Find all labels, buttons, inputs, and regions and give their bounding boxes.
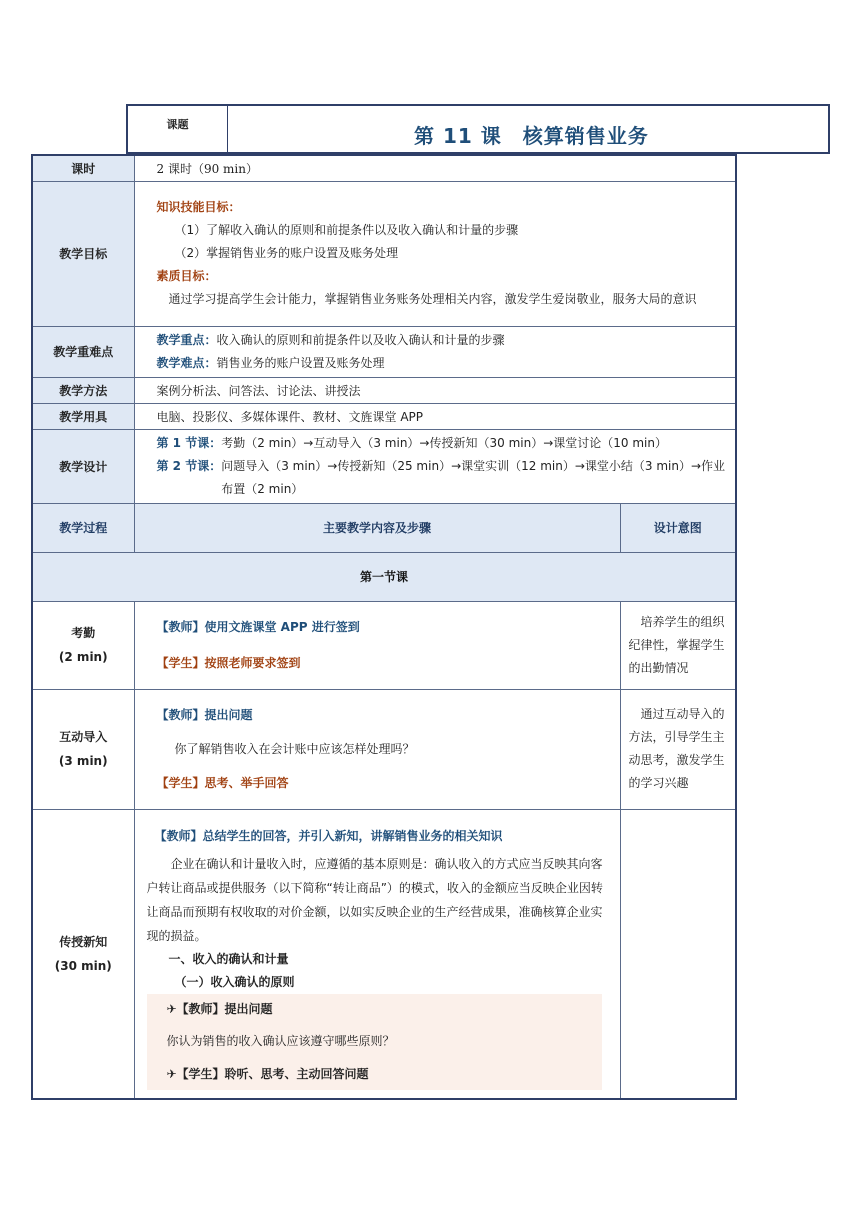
lesson2-title: 第 2 节课： [156,458,222,473]
lesson1-text: 考勤（2 min）→互动导入（3 min）→传授新知（30 min）→课堂讨论（10 min） [221,435,667,450]
objectives-content [134,181,736,326]
teach-heading-2: （一）收入确认的原则 [174,974,295,989]
intro-intent: 通过互动导入的方法，引导学生主动思考，激发学生的学习兴趣 [620,689,736,809]
intro-content [134,689,620,809]
row-design [32,429,736,503]
attendance-student: 【学生】按照老师要求签到 [156,656,301,670]
process-col-content: 主要教学内容及步骤 [134,503,620,552]
lesson-plan-table [31,154,737,1100]
knowledge-item-1: （1）了解收入确认的原则和前提条件以及收入确认和计量的步骤 [174,223,519,237]
row-methods [32,377,736,403]
teach-teacher: 【教师】总结学生的回答，并引入新知，讲解销售业务的相关知识 [154,828,503,843]
row-tools [32,403,736,429]
tools-label: 教学用具 [32,403,134,429]
topic-label: 课题 [126,104,228,154]
intro-time: (3 min) [58,754,108,768]
intro-label-cell [32,689,134,809]
focus-text: 收入确认的原则和前提条件以及收入确认和计量的步骤 [216,332,505,347]
class-hours-value: 2 课时（90 min） [134,155,736,181]
step-intro [32,689,736,809]
row-objectives [32,181,736,326]
focus-title: 教学重点： [156,332,217,347]
lesson-title: 第 11 课 核算销售业务 [227,104,830,154]
box-student: ✈【学生】聆听、思考、主动回答问题 [166,1066,369,1081]
teach-activity-box [147,994,602,1090]
key-points-content [134,326,736,377]
teach-paragraph: 企业在确认和计量收入时，应遵循的基本原则是：确认收入的方式应当反映其向客户转让商品或提供服务（以下简称“转让商品”）的模式，收入的金额应当反映企业因转让商品而预期有权收取的对价金额，以如实反映企业的生产经营成果，准确核算企业实现的损益。 [146,856,603,943]
section-row [32,552,736,601]
methods-value: 案例分析法、问答法、讨论法、讲授法 [134,377,736,403]
quality-title: 素质目标： [156,269,217,283]
teach-content [134,809,620,1099]
intro-question: 你了解销售收入在会计账中应该怎样处理吗？ [174,742,415,756]
difficulty-title: 教学难点： [156,355,217,370]
class-hours-label: 课时 [32,155,134,181]
teach-intent [620,809,736,1099]
key-points-label: 教学重难点 [32,326,134,377]
attendance-label: 考勤 [71,626,96,640]
attendance-label-cell [32,601,134,689]
intro-student: 【学生】思考、举手回答 [156,776,289,790]
design-content [134,429,736,503]
attendance-time: (2 min) [58,650,108,664]
tools-value: 电脑、投影仪、多媒体课件、教材、文旌课堂 APP [134,403,736,429]
step-attendance [32,601,736,689]
teach-label-cell [32,809,134,1099]
process-col-stage: 教学过程 [32,503,134,552]
teach-time: (30 min) [54,958,112,973]
methods-label: 教学方法 [32,377,134,403]
row-key-points [32,326,736,377]
step-teach [32,809,736,1099]
process-col-intent: 设计意图 [620,503,736,552]
objectives-label: 教学目标 [32,181,134,326]
intro-teacher: 【教师】提出问题 [156,708,253,722]
teach-heading-1: 一、收入的确认和计量 [168,951,289,966]
section-title: 第一节课 [32,552,736,601]
attendance-teacher: 【教师】使用文旌课堂 APP 进行签到 [156,620,360,634]
knowledge-title: 知识技能目标： [156,200,241,214]
process-header-row [32,503,736,552]
intro-label: 互动导入 [59,730,108,744]
design-label: 教学设计 [32,429,134,503]
knowledge-item-2: （2）掌握销售业务的账户设置及账务处理 [174,246,399,260]
box-question: 你认为销售的收入确认应该遵守哪些原则？ [166,1033,395,1048]
lesson1-title: 第 1 节课： [156,435,222,450]
lesson2-text: 问题导入（3 min）→传授新知（25 min）→课堂实训（12 min）→课堂小结（3 min）→作业布置（2 min） [221,458,726,496]
difficulty-text: 销售业务的账户设置及账务处理 [216,355,385,370]
attendance-content [134,601,620,689]
teach-label: 传授新知 [59,934,108,949]
box-teacher: ✈【教师】提出问题 [166,1001,273,1016]
quality-text: 通过学习提高学生会计能力，掌握销售业务账务处理相关内容，激发学生爱岗敬业，服务大局的意识 [168,292,697,306]
attendance-intent: 培养学生的组织纪律性，掌握学生的出勤情况 [620,601,736,689]
row-class-hours [32,155,736,181]
